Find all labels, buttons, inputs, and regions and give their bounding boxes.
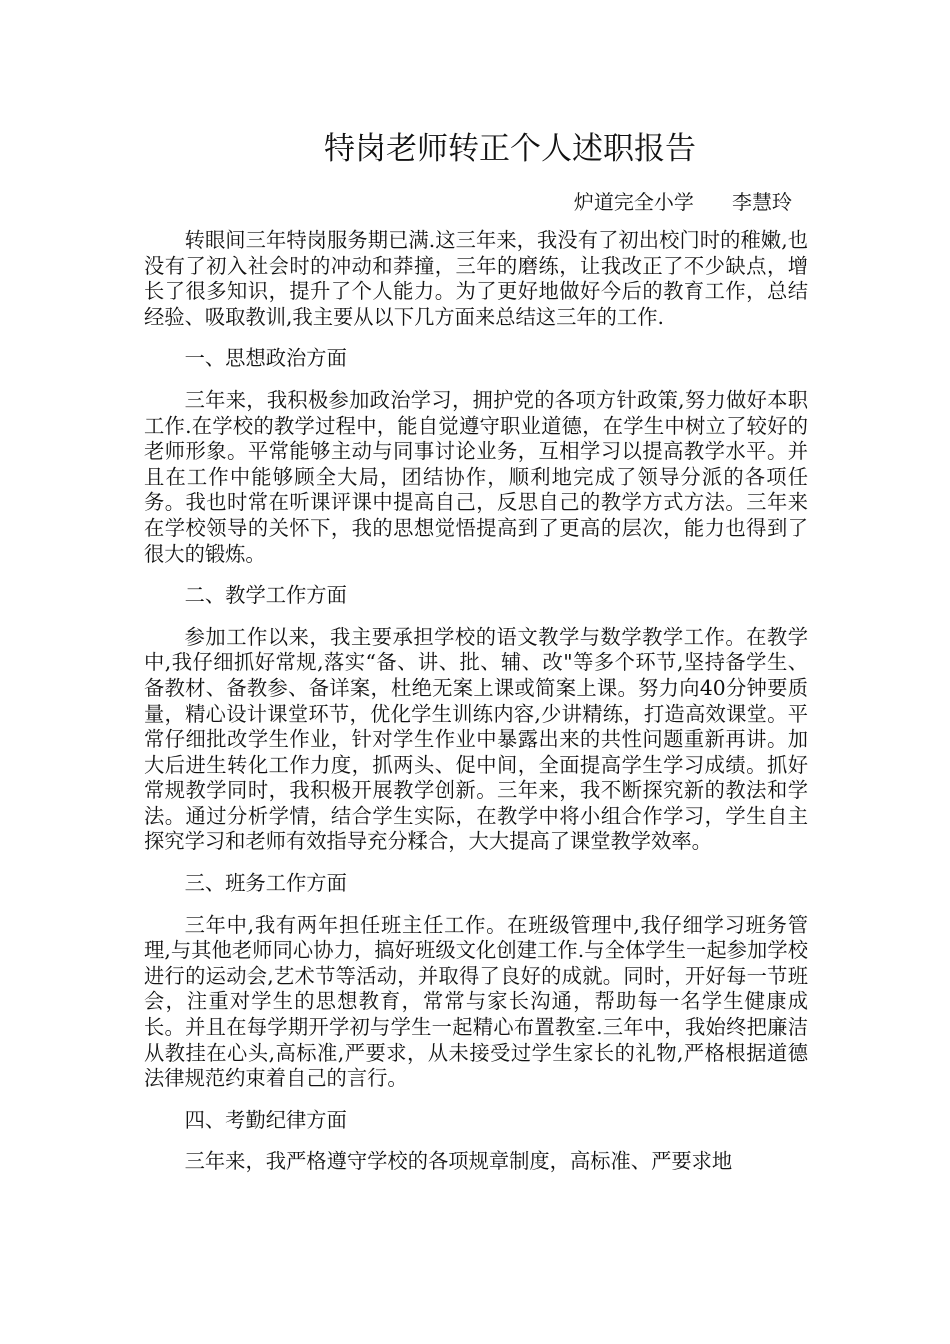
section-heading-teaching: 二、教学工作方面 xyxy=(184,583,347,608)
document-title: 特岗老师转正个人述职报告 xyxy=(324,131,696,167)
section-heading-attendance: 四、考勤纪律方面 xyxy=(184,1107,347,1132)
paragraph-teaching: 参加工作以来，我主要承担学校的语文教学与数学教学工作。在教学中,我仔细抓好常规,落实“备、讲、批、辅、改"等多个环节,坚持备学生、备教材、备教参、备详案，杜绝无案上课或简案上课。努力向40分钟要质量，精心设计课堂环节，优化学生训练内容,少讲精练，打造高效课堂。平常仔细批改学生作业，针对学生作业中暴露出来的共性问题重新再讲。加大后进生转化工作力度，抓两头、促中间，全面提高学生学习成绩。抓好常规教学同时，我积极开展教学创新。三年来，我不断探究新的教法和学法。通过分析学情，结合学生实际，在教学中将小组合作学习，学生自主探究学习和老师有效指导充分糅合，大大提高了课堂教学效率。 xyxy=(144,624,808,854)
paragraph-class-affairs: 三年中,我有两年担任班主任工作。在班级管理中,我仔细学习班务管理,与其他老师同心协力，搞好班级文化创建工作.与全体学生一起参加学校进行的运动会,艺术节等活动，并取得了良好的成就。同时，开好每一节班会，注重对学生的思想教育，常常与家长沟通，帮助每一名学生健康成长。并且在每学期开学初与学生一起精心布置教室.三年中，我始终把廉洁从教挂在心头,高标准,严要求，从未接受过学生家长的礼物,严格根据道德法律规范约束着自己的言行。 xyxy=(144,912,808,1091)
paragraph-attendance: 三年来，我严格遵守学校的各项规章制度，高标准、严要求地 xyxy=(184,1149,733,1174)
document-byline: 炉道完全小学 李慧玲 xyxy=(573,190,792,214)
section-heading-class-affairs: 三、班务工作方面 xyxy=(184,871,347,896)
paragraph-intro: 转眼间三年特岗服务期已满.这三年来，我没有了初出校门时的稚嫩,也没有了初入社会时的冲动和莽撞，三年的磨练，让我改正了不少缺点，增长了很多知识，提升了个人能力。为了更好地做好今后的教育工作，总结经验、吸取教训,我主要从以下几方面来总结这三年的工作. xyxy=(144,228,808,329)
document-body xyxy=(144,228,808,1191)
section-heading-politics: 一、思想政治方面 xyxy=(184,346,347,371)
paragraph-politics: 三年来，我积极参加政治学习，拥护党的各项方针政策,努力做好本职工作.在学校的教学过程中，能自觉遵守职业道德，在学生中树立了较好的老师形象。平常能够主动与同事讨论业务，互相学习以提高教学水平。并且在工作中能够顾全大局，团结协作，顺利地完成了领导分派的各项任务。我也时常在听课评课中提高自己，反思自己的教学方式方法。三年来在学校领导的关怀下，我的思想觉悟提高到了更高的层次，能力也得到了很大的锻炼。 xyxy=(144,387,808,566)
